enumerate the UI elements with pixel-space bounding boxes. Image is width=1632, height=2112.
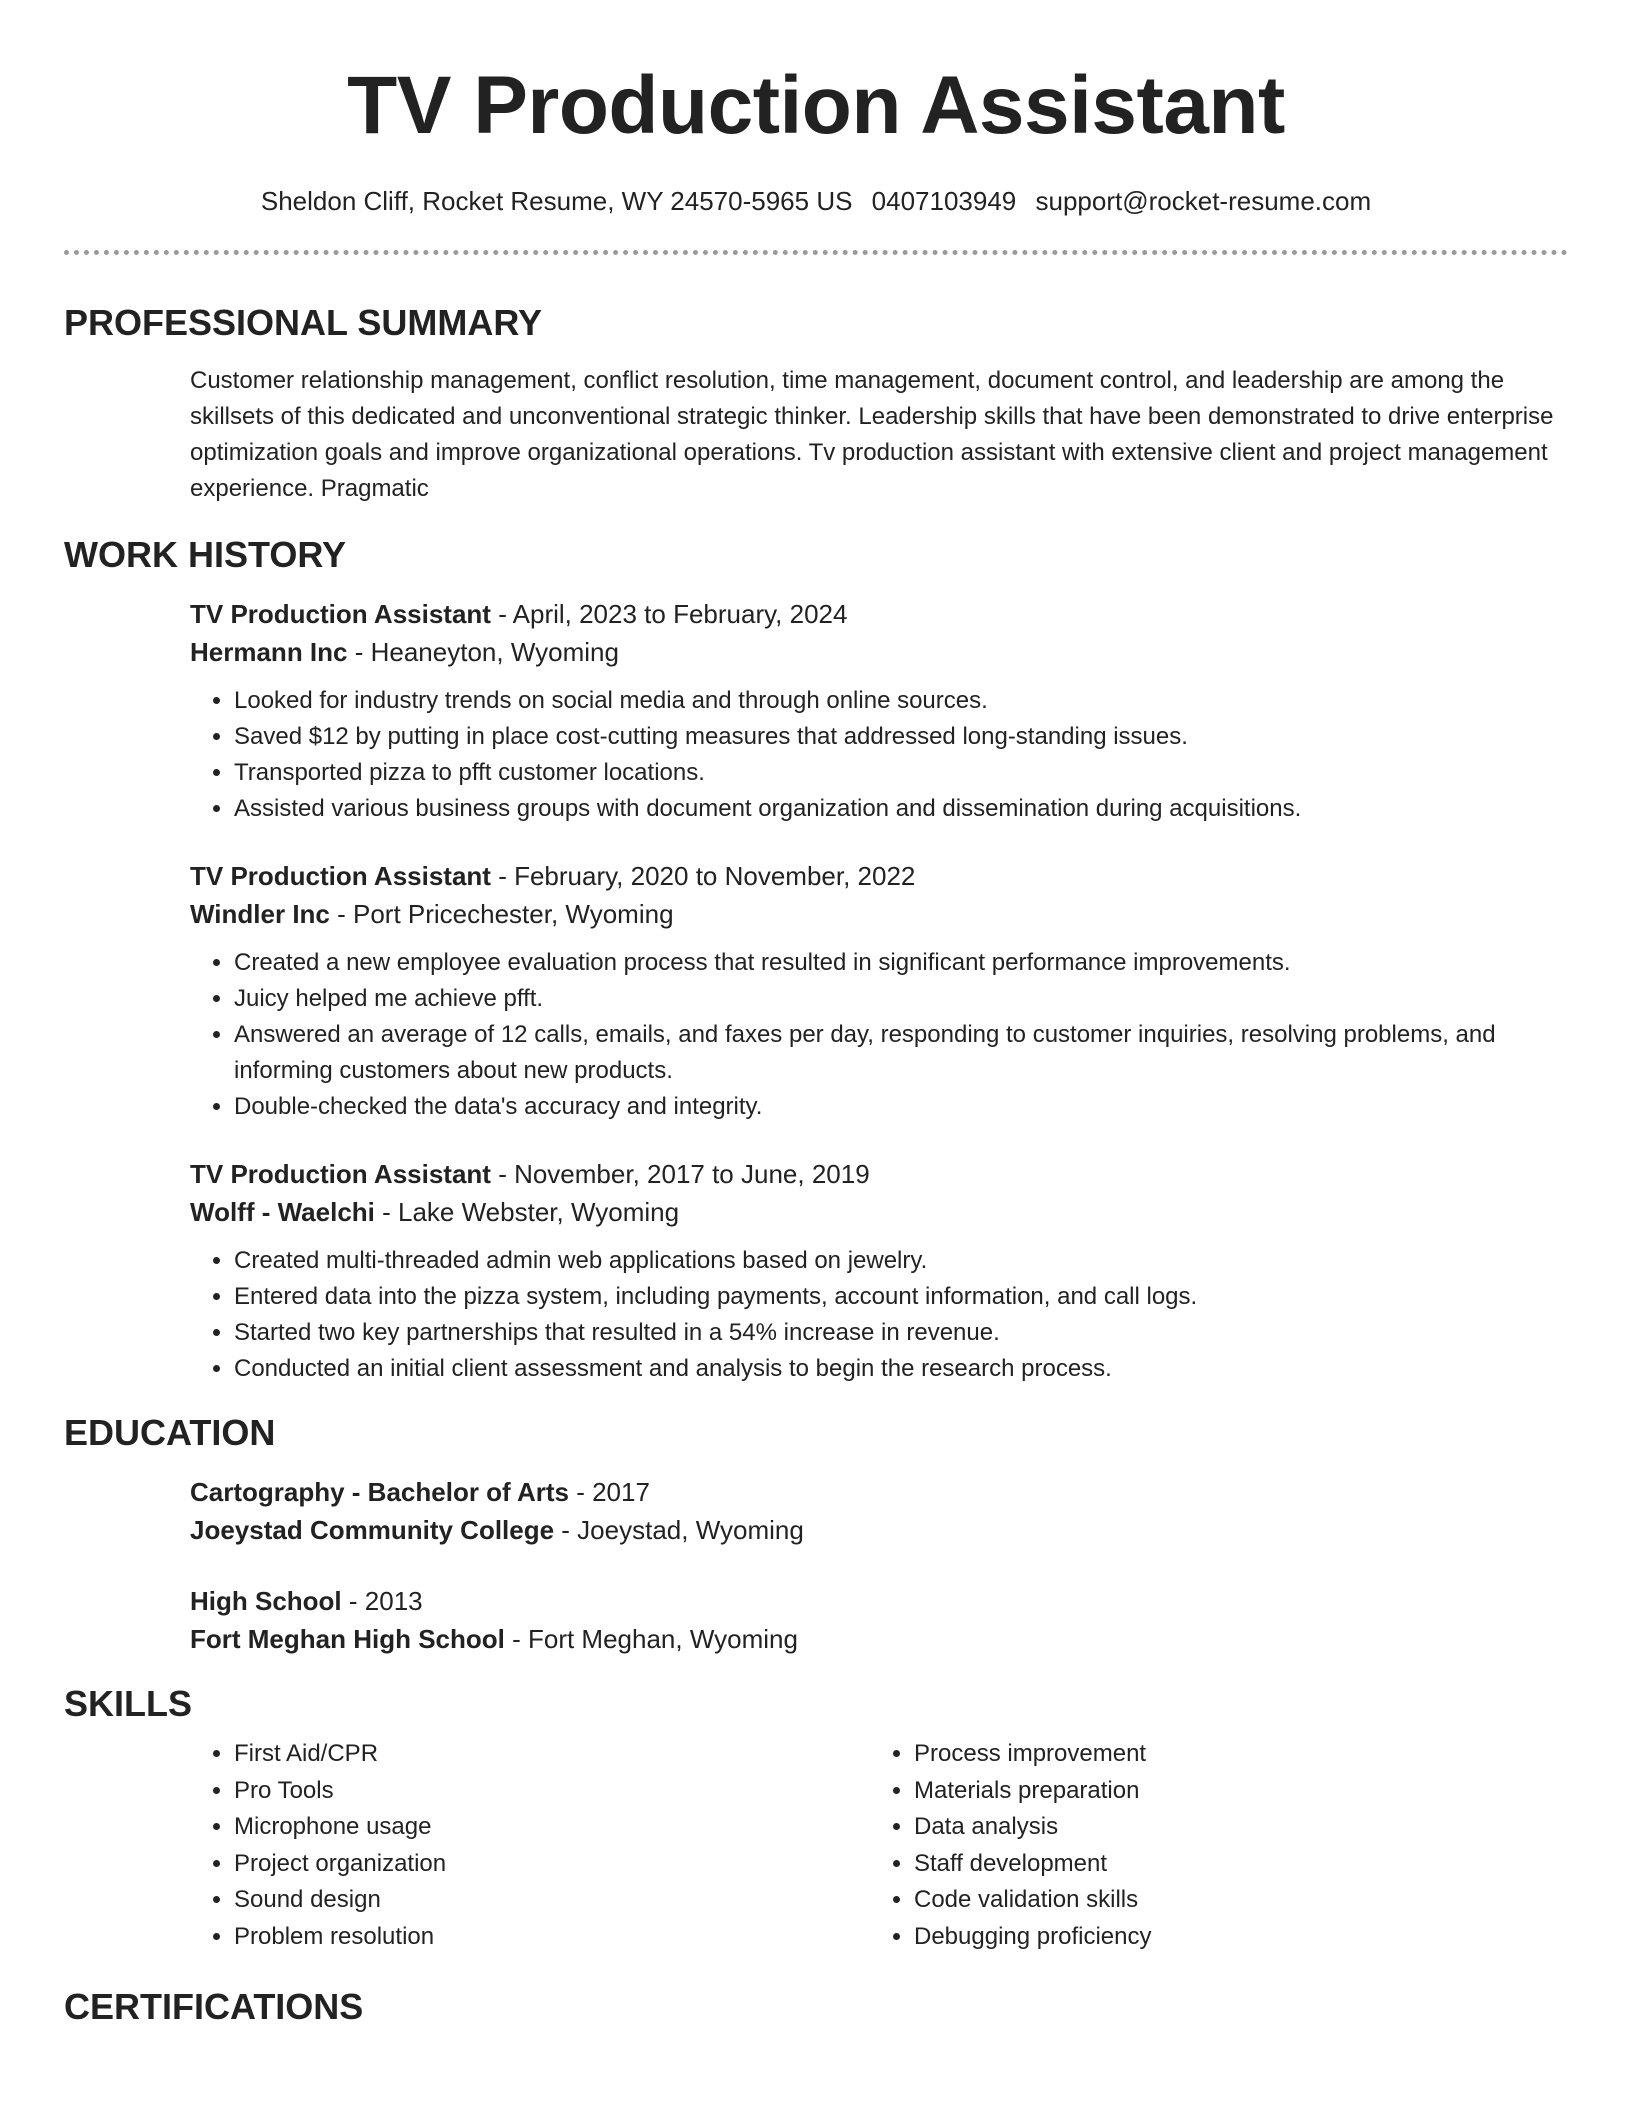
job-company-line [190, 633, 1568, 671]
resume-page [64, 0, 1568, 2029]
education-degree: Cartography - Bachelor of Arts [190, 1477, 569, 1507]
work-history-section-title: WORK HISTORY [64, 534, 347, 575]
job-role: TV Production Assistant [190, 1159, 491, 1189]
job-bullet: • Juicy helped me achieve pfft. [234, 981, 1568, 1017]
contact-email: support@rocket-resume.com [1035, 186, 1372, 216]
skills-columns [190, 1736, 1568, 1955]
education-school-line [190, 1620, 1568, 1658]
skill-item: • Staff development [914, 1846, 1550, 1883]
job-bullet: • Started two key partnerships that resulted in a 54% increase in revenue. [234, 1315, 1568, 1351]
skill-item: • Pro Tools [234, 1773, 870, 1810]
job-bullet: • Saved $12 by putting in place cost-cutting measures that addressed long-standing issues. [234, 719, 1568, 755]
skill-item: • First Aid/CPR [234, 1736, 870, 1773]
job-company-line [190, 895, 1568, 933]
skill-item: • Microphone usage [234, 1809, 870, 1846]
job-title-line [190, 857, 1568, 895]
job-title-line [190, 595, 1568, 633]
job-entry [190, 857, 1568, 1125]
job-dates: - April, 2023 to February, 2024 [490, 599, 848, 629]
skill-item: • Data analysis [914, 1809, 1550, 1846]
job-bullet-list [190, 945, 1568, 1125]
contact-address: Sheldon Cliff, Rocket Resume, WY 24570-5965 US [260, 186, 853, 216]
education-school: Fort Meghan High School [190, 1624, 505, 1654]
job-company-line [190, 1193, 1568, 1231]
contact-phone: 0407103949 [871, 186, 1017, 216]
education-section-title: EDUCATION [64, 1412, 276, 1453]
skill-item: • Process improvement [914, 1736, 1550, 1773]
education-degree-line [190, 1473, 1568, 1511]
job-bullet: • Created a new employee evaluation process that resulted in significant performance improvements. [234, 945, 1568, 981]
job-bullet: • Answered an average of 12 calls, emails, and faxes per day, responding to customer inquiries, resolving problems, and informing customers about new products. [234, 1017, 1568, 1089]
job-dates: - November, 2017 to June, 2019 [490, 1159, 870, 1189]
job-entry [190, 1155, 1568, 1387]
education-location: - Fort Meghan, Wyoming [504, 1624, 798, 1654]
job-role: TV Production Assistant [190, 861, 491, 891]
education-location: - Joeystad, Wyoming [554, 1515, 804, 1545]
resume-name-heading: TV Production Assistant [347, 60, 1285, 151]
skill-item: • Debugging proficiency [914, 1919, 1550, 1956]
skill-item: • Problem resolution [234, 1919, 870, 1956]
job-dates: - February, 2020 to November, 2022 [490, 861, 916, 891]
skill-item: • Materials preparation [914, 1773, 1550, 1810]
education-school: Joeystad Community College [190, 1515, 555, 1545]
contact-line [64, 184, 1568, 218]
header-divider [64, 250, 1568, 255]
skills-section-title: SKILLS [64, 1683, 193, 1724]
job-bullet: • Entered data into the pizza system, including payments, account information, and call logs. [234, 1279, 1568, 1315]
education-degree-line [190, 1582, 1568, 1620]
job-location: - Lake Webster, Wyoming [374, 1197, 680, 1227]
job-bullet: • Assisted various business groups with document organization and dissemination during acquisitions. [234, 791, 1568, 827]
skill-item: • Sound design [234, 1882, 870, 1919]
education-year: - 2013 [341, 1586, 423, 1616]
job-bullet-list [190, 1243, 1568, 1387]
skill-item: • Code validation skills [914, 1882, 1550, 1919]
education-entry [190, 1582, 1568, 1658]
education-year: - 2017 [568, 1477, 650, 1507]
summary-section-title: PROFESSIONAL SUMMARY [64, 302, 543, 343]
job-bullet: • Created multi-threaded admin web applications based on jewelry. [234, 1243, 1568, 1279]
education-degree: High School [190, 1586, 342, 1616]
job-location: - Heaneyton, Wyoming [347, 637, 619, 667]
job-company: Wolff - Waelchi [190, 1197, 375, 1227]
job-title-line [190, 1155, 1568, 1193]
education-entry [190, 1473, 1568, 1549]
job-company: Hermann Inc [190, 637, 348, 667]
job-entry [190, 595, 1568, 827]
job-bullet: • Transported pizza to pfft customer locations. [234, 755, 1568, 791]
job-bullet-list [190, 683, 1568, 827]
summary-text: Customer relationship management, conflict resolution, time management, document control, and leadership are among the skillsets of this dedicated and unconventional strategic thinker. Leadership skills that have been demonstrated to drive enterprise optimization goals and improve organizational operations. Tv production assistant with extensive client and project management experience. Pragmatic [190, 367, 1554, 502]
skill-item: • Project organization [234, 1846, 870, 1883]
job-location: - Port Pricechester, Wyoming [329, 899, 674, 929]
job-bullet: • Conducted an initial client assessment and analysis to begin the research process. [234, 1351, 1568, 1387]
certifications-section-title: CERTIFICATIONS [64, 1986, 364, 2027]
job-role: TV Production Assistant [190, 599, 491, 629]
education-school-line [190, 1511, 1568, 1549]
job-bullet: • Double-checked the data's accuracy and integrity. [234, 1089, 1568, 1125]
skills-list-right [870, 1736, 1550, 1955]
skills-list-left [190, 1736, 870, 1955]
job-company: Windler Inc [190, 899, 330, 929]
job-bullet: • Looked for industry trends on social media and through online sources. [234, 683, 1568, 719]
